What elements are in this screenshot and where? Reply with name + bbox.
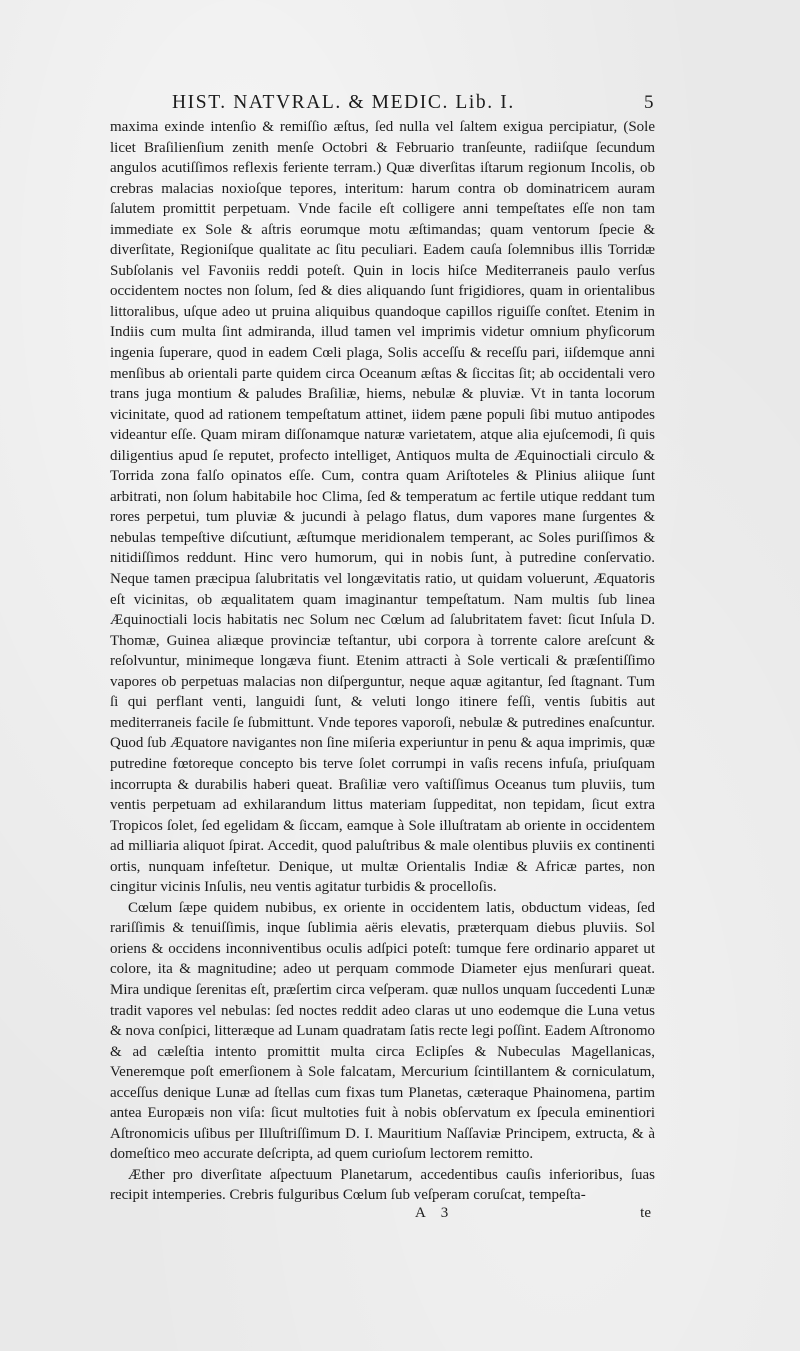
paragraph-1: maxima exinde intenſio & remiſſio æſtus, ſed nulla vel ſaltem exigua percipiatur, (Sole licet Braſilienſium zenith menſe Octobri & Februario tranſeunte, radiiſque ſecundum angulos acutiſſimos reflexis feriente terram.) Quæ diverſitas iſtarum regionum Incolis, ob crebras malacias noxioſque tepores, interitum: harum contra ob dominatricem auram ſalutem promittit perpetuam. Vnde facile eſt colligere anni tempeſtates eſſe non tam immediate ex Sole & aſtris eorumque motu æſtimandas; quam ventorum ſpecie & diverſitate, Regioniſque qualitate ac ſitu peculiari. Eadem cauſa ſolemnibus illis Torridæ Subſolanis vel Favoniis reddi poteſt. Quin in locis hiſce Mediterraneis paulo verſus occidentem noctes non ſolum, ſed & dies aliquando ſunt frigidiores, quam in orientalibus littoralibus, uſque adeo ut pruina aliquibus quandoque capillos riguiſſe conſtet. Etenim in Indiis cum multa ſint admiranda, illud tamen vel imprimis videtur omnium phyſicorum ingenia ſuperare, quod in eadem Cœli plaga, Solis acceſſu & receſſu pari, iiſdemque anni menſibus ab orientali parte quidem circa Oceanum æſtas & ſiccitas ſit; ab occidentali vero trans juga montium & paludes Braſiliæ, hiems, nebulæ & pluviæ. Vt in tanta locorum vicinitate, quod ad rationem tempeſtatum attinet, iidem pæne populi ſibi mutuo antipodes videantur eſſe. Quam miram diſſonamque naturæ varietatem, atque alia ejuſcemodi, ſi quis diligentius apud ſe reputet, profecto intelliget, Antiquos multa de Æquinoctiali circulo & Torrida zona falſo opinatos eſſe. Cum, contra quam Ariſtoteles & Plinius aliique ſunt arbitrati, non ſolum habitabile hoc Clima, ſed & temperatum ac fertile utique reddant tum rores perpetui, tum pluviæ & jucundi à pelago flatus, dum vapores mane ſurgentes & nebulas tempeſtive diſcutiunt, æſtumque meridionalem temperant, ac Soles puriſſimos & nitidiſſimos reddunt. Hinc vero humorum, qui in nobis ſunt, à putredine conſervatio. Neque tamen præcipua ſalubritatis vel longævitatis ratio, ut quidam voluerunt, Æquatoris eſt vicinitas, ob æqualitatem quam imaginantur tempeſtatum. Nam multis ſub linea Æquinoctiali locis habitatis nec Solum nec Cœlum ad ſalubritatem favet: ſicut Inſula D. Thomæ, Guinea aliæque provinciæ teſtantur, ubi corpora à torrente calore areſcunt & reſolvuntur, minimeque longæva fiunt. Etenim attracti à Sole verticali & præſentiſſimo vapores ob perpetuas malacias non diſperguntur, neque aquæ agitantur, ſed ſtagnant. Tum ſi qui perflant venti, languidi ſunt, & veluti longo itinere feſſi, ventis ſubitis aut mediterraneis facile ſe ſubmittunt. Vnde tepores vaporoſi, nebulæ & putredines enaſcuntur. Quod ſub Æquatore navigantes non ſine miſeria experiuntur in penu & aqua imprimis, quæ putredine fœtoreque concepto bis terve ſolet corrumpi in vaſis recens infuſa, priuſquam incorrupta & durabilis haberi queat. Braſiliæ vero vaſtiſſimus Oceanus tum pluviis, tum ventis perpetuam ad exhilarandum littus materiam ſuppeditat, non tepidam, ſicut extra Tropicos ſolet, ſed egelidam & ſiccam, eamque à Sole illuſtratam ab oriente in occidentem ad milliaria aliquot ſpirat. Accedit, quod paluſtribus & male olentibus pluviis ex continenti ortis, nunquam infeſtetur. Denique, ut multæ Orientalis Indiæ & Africæ partes, non cingitur vicinis Inſulis, neu ventis agitatur turbidis & procelloſis. <box>110 119 655 896</box>
page-footer <box>110 1205 655 1227</box>
paragraph-2: Cœlum ſæpe quidem nubibus, ex oriente in occidentem latis, obductum videas, ſed rariſſimis & tenuiſſimis, inque ſublimia aëris elevatis, præterquam diebus pluviis. Sol oriens & occidens inconniventibus oculis adſpici poteſt: tumque fere ordinario apparet ut colore, ita & magnitudine; adeo ut perquam commode Diameter ejus menſurari queat. Mira undique ſerenitas eſt, præſertim circa veſperam. quæ nullos unquam ſuccedenti Lunæ tradit vapores vel nebulas: ſed noctes reddit adeo claras ut uno eodemque die Luna vetus & nova conſpici, litteræque ad Lunam quadratam ſatis recte legi poſſint. Eadem Aſtronomo & ad cæleſtia intento promittit multa circa Eclipſes & Nubeculas Magellanicas, Veneremque poſt emerſionem à Sole falcatam, Mercurium ſcintillantem & corniculatum, acceſſus denique Lunæ ad ſtellas cum fixas tum Planetas, cæteraque Phainomena, partim antea Europæis non viſa: ſicut multoties fuit à nobis obſervatum ex ſpecula eminentiori Aſtronomicis uſibus per Illuſtriſſimum D. I. Mauritium Naſſaviæ Principem, extructa, & à domeſtico meo accurate deſcripta, ad quem curioſum lectorem remitto. <box>110 899 655 1163</box>
paragraph-3: Æther pro diverſitate aſpectuum Planetarum, accedentibus cauſis inferioribus, ſuas recipit intemperies. Crebris fulguribus Cœlum ſub veſperam coruſcat, tempeſta- <box>110 1166 655 1204</box>
signature-mark: A 3 <box>415 1205 455 1221</box>
running-title: HIST. NATVRAL. & MEDIC. Lib. I. <box>172 92 515 113</box>
page-number: 5 <box>644 92 654 113</box>
catchword: te <box>640 1205 651 1221</box>
main-text <box>110 117 655 1206</box>
